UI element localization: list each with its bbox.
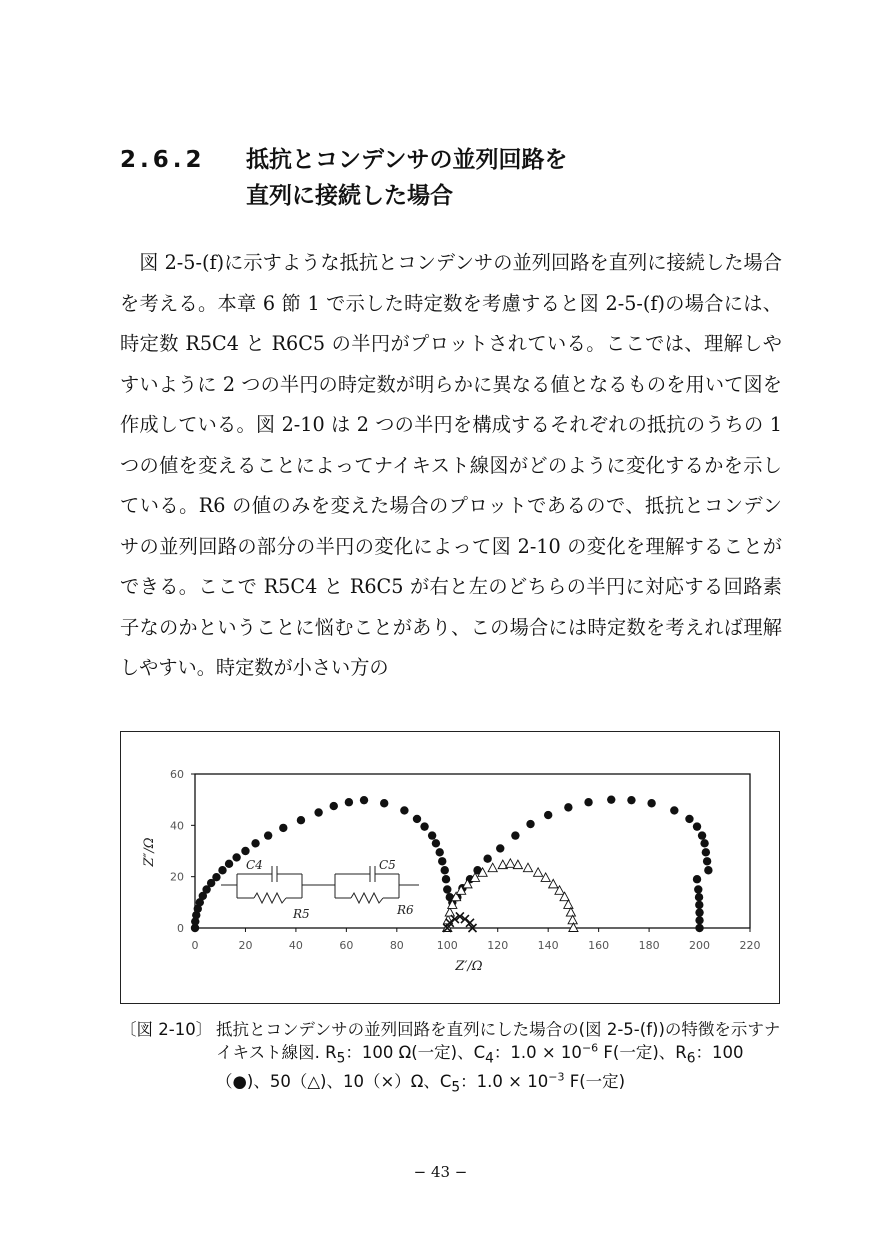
caption-part: 抵抗とコンデンサの並列回路を直列にした場合の(図 2-5-(f))の特徴を示すナイキスト線図. R bbox=[216, 1020, 781, 1062]
data-point-r6-100 bbox=[695, 908, 703, 916]
data-point-r6-100 bbox=[360, 796, 368, 804]
data-point-r6-50 bbox=[488, 863, 497, 872]
y-tick-label: 60 bbox=[170, 768, 184, 781]
data-point-r6-100 bbox=[432, 839, 440, 847]
x-tick-label: 0 bbox=[191, 939, 199, 952]
data-point-r6-100 bbox=[212, 873, 220, 881]
caption-sub: 6 bbox=[686, 1050, 696, 1067]
body-text bbox=[120, 243, 782, 689]
caption-label: 〔図 2-10〕 bbox=[120, 1020, 213, 1039]
data-point-r6-50 bbox=[569, 923, 578, 932]
data-point-r6-50 bbox=[533, 868, 542, 877]
data-point-r6-100 bbox=[438, 857, 446, 865]
data-point-r6-100 bbox=[584, 798, 592, 806]
x-tick-label: 160 bbox=[588, 939, 610, 952]
data-point-r6-100 bbox=[380, 799, 388, 807]
figure-caption bbox=[120, 1018, 790, 1100]
data-point-r6-100 bbox=[564, 803, 572, 811]
section-title-line1: 抵抗とコンデンサの並列回路を bbox=[246, 147, 568, 173]
x-tick-label: 120 bbox=[487, 939, 509, 952]
data-point-r6-50 bbox=[523, 863, 532, 872]
data-point-r6-100 bbox=[685, 815, 693, 823]
x-tick-label: 140 bbox=[537, 939, 559, 952]
data-point-r6-100 bbox=[693, 875, 701, 883]
caption-sup: −6 bbox=[581, 1041, 599, 1055]
x-tick-label: 80 bbox=[389, 939, 404, 952]
data-point-r6-100 bbox=[698, 831, 706, 839]
data-point-r6-100 bbox=[703, 857, 711, 865]
data-point-r6-100 bbox=[695, 893, 703, 901]
data-point-r6-100 bbox=[443, 885, 451, 893]
caption-text bbox=[216, 1018, 790, 1100]
data-point-r6-100 bbox=[400, 806, 408, 814]
data-point-r6-100 bbox=[483, 855, 491, 863]
data-point-r6-100 bbox=[330, 802, 338, 810]
data-point-r6-100 bbox=[225, 860, 233, 868]
label-c5: C5 bbox=[379, 858, 396, 872]
caption-part: ：100 Ω(一定)、C bbox=[345, 1043, 486, 1062]
section-number: 2.6.2 bbox=[120, 147, 206, 173]
x-tick-label: 60 bbox=[339, 939, 354, 952]
caption-sup: −3 bbox=[548, 1070, 565, 1084]
x-tick-label: 20 bbox=[238, 939, 253, 952]
data-point-r6-100 bbox=[441, 866, 449, 874]
data-point-r6-100 bbox=[232, 853, 240, 861]
data-point-r6-100 bbox=[264, 831, 272, 839]
x-tick-label: 40 bbox=[288, 939, 303, 952]
data-point-r6-100 bbox=[436, 848, 444, 856]
section-title-line2: 直列に接続した場合 bbox=[246, 183, 453, 209]
data-point-r6-100 bbox=[314, 808, 322, 816]
data-point-r6-100 bbox=[702, 848, 710, 856]
data-point-r6-100 bbox=[428, 831, 436, 839]
data-point-r6-100 bbox=[241, 847, 249, 855]
data-point-r6-100 bbox=[279, 824, 287, 832]
data-point-r6-100 bbox=[442, 875, 450, 883]
data-point-r6-100 bbox=[526, 820, 534, 828]
data-point-r6-50 bbox=[541, 873, 550, 882]
data-point-r6-100 bbox=[647, 799, 655, 807]
x-axis-label: Z′/Ω bbox=[455, 959, 483, 974]
nyquist-chart bbox=[121, 732, 781, 1005]
y-tick-label: 20 bbox=[170, 870, 184, 884]
data-point-r6-100 bbox=[413, 815, 421, 823]
plot-area bbox=[195, 774, 750, 928]
y-axis-label: Z″/Ω bbox=[142, 837, 157, 867]
data-point-r6-50 bbox=[568, 915, 577, 924]
data-point-r6-50 bbox=[506, 859, 515, 868]
body-paragraph: 図 2-5-(f)に示すような抵抗とコンデンサの並列回路を直列に接続した場合を考える。本章 6 節 1 で示した時定数を考慮すると図 2-5-(f)の場合には、時定数 R5C4 と R6C5 の半円がプロットされている。ここでは、理解しやすいように 2 つの半円の時定数が明らかに異なる値となるものを用いて図を作成している。図 2-10 は 2 つの半円を構成するそれぞれの抵抗のうちの 1 つの値を変えることによってナイキスト線図がどのように変化するかを示している。R6 の値のみを変えた場合のプロットであるので、抵抗とコンデンサの並列回路の部分の半円の変化によって図 2-10 の変化を理解することができる。ここで R5C4 と R6C5 が右と左のどちらの半円に対応する回路素子なのかということに悩むことがあり、この場合には時定数を考えれば理解しやすい。時定数が小さい方の bbox=[120, 251, 782, 679]
caption-part: ：100（●)、50（△)、10（×）Ω、C bbox=[216, 1043, 744, 1092]
data-point-r6-100 bbox=[345, 798, 353, 806]
data-point-r6-100 bbox=[700, 839, 708, 847]
data-point-r6-100 bbox=[695, 916, 703, 924]
label-r6: R6 bbox=[397, 903, 414, 917]
caption-part: ：1.0 × 10 bbox=[493, 1043, 582, 1062]
data-point-r6-100 bbox=[496, 844, 504, 852]
data-point-r6-100 bbox=[420, 822, 428, 830]
data-point-r6-50 bbox=[513, 860, 522, 869]
data-point-r6-50 bbox=[445, 908, 454, 917]
data-point-r6-100 bbox=[695, 901, 703, 909]
caption-sub: 4 bbox=[485, 1050, 494, 1067]
page-number: − 43 − bbox=[413, 1163, 468, 1181]
label-c4: C4 bbox=[246, 858, 263, 872]
caption-sub: 5 bbox=[336, 1050, 346, 1067]
data-point-r6-100 bbox=[251, 839, 259, 847]
data-point-r6-50 bbox=[566, 908, 575, 917]
data-point-r6-100 bbox=[695, 924, 703, 932]
data-point-r6-100 bbox=[627, 796, 635, 804]
label-r5: R5 bbox=[293, 907, 310, 921]
data-point-r6-100 bbox=[670, 806, 678, 814]
data-point-r6-100 bbox=[607, 795, 615, 803]
data-point-r6-100 bbox=[693, 822, 701, 830]
x-tick-label: 100 bbox=[436, 939, 458, 952]
caption-part: ：1.0 × 10 bbox=[460, 1072, 549, 1092]
data-point-r6-100 bbox=[704, 866, 712, 874]
data-point-r6-100 bbox=[511, 831, 519, 839]
caption-part: F(一定)、R bbox=[598, 1043, 687, 1062]
x-tick-label: 200 bbox=[689, 939, 711, 952]
y-tick-label: 40 bbox=[170, 819, 184, 833]
data-point-r6-100 bbox=[694, 885, 702, 893]
figure-frame bbox=[120, 731, 780, 1004]
caption-sub: 5 bbox=[451, 1079, 461, 1096]
section-heading bbox=[120, 142, 800, 214]
data-point-r6-50 bbox=[564, 900, 573, 909]
x-tick-label: 180 bbox=[638, 939, 660, 952]
caption-part: F(一定) bbox=[564, 1072, 626, 1092]
data-point-r6-100 bbox=[297, 816, 305, 824]
data-point-r6-100 bbox=[218, 866, 226, 874]
x-tick-label: 220 bbox=[739, 939, 761, 952]
data-point-r6-100 bbox=[544, 811, 552, 819]
y-tick-label: 0 bbox=[177, 922, 184, 935]
